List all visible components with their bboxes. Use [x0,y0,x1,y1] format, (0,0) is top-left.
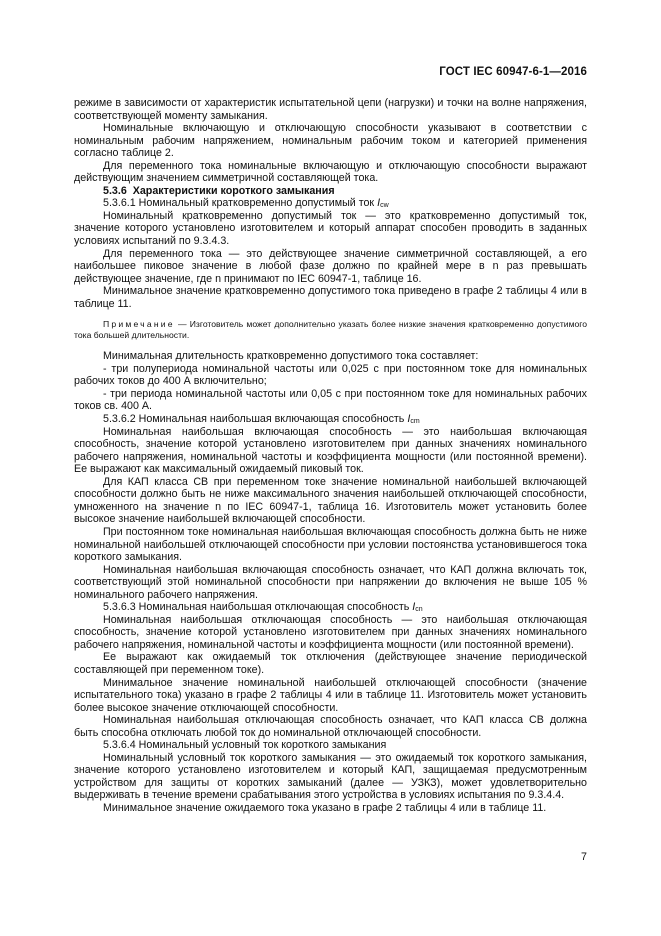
symbol-subscript: cn [415,606,423,614]
symbol-subscript: cm [410,418,420,426]
paragraph: Номинальная наибольшая включающая способность — это наибольшая включающая способность, значение которой установлено изготовителем при данных значениях номинального рабочего напряжения, номинальной частоты и коэффициента мощности (или постоянной времени). Ее выражают как максимальный ожидаемый пиковый ток. [74,425,587,476]
list-item: - три периода номинальной частоты или 0,05 с при постоянном токе для номинальных рабочих токов св. 400 А. [74,387,587,413]
paragraph: Минимальное значение ожидаемого тока указано в графе 2 таблицы 4 или в таблице 11. [103,801,547,814]
subsection-title: 5.3.6.3 Номинальная наибольшая отключающая способность [103,601,413,614]
paragraph: Минимальное значение кратковременно допустимого тока приведено в графе 2 таблицы 4 или в таблице 11. [74,285,587,310]
subsection-heading-5-3-6-3 [74,601,587,614]
subsection-title: 5.3.6.2 Номинальная наибольшая включающая способность [103,413,408,426]
note-text: — Изготовитель может дополнительно указать более низкие значения кратковременно допустимого тока большей длительности. [74,319,587,341]
paragraph: Для переменного тока номинальные включающую и отключающую способности выражают действующим значением симметричной составляющей тока. [74,159,587,185]
note-label: Примечание [103,319,175,330]
paragraph: Для переменного тока — это действующее значение симметричной составляющей, а его наибольшее пиковое значение в любой фазе должно по крайней мере в n раз превышать действующее значение, где n принимают по IEC 60947-1, таблице 16. [74,247,587,285]
paragraph: При постоянном токе номинальная наибольшая включающая способность должна быть не ниже номинальной наибольшей отключающей способности при условии постоянства установившегося тока короткого замыкания. [74,525,587,564]
paragraph: Номинальные включающую и отключающую способности указывают в соответствии с номинальным рабочим напряжением, номинальным рабочим током и категорией применения согласно таблице 2. [74,122,587,160]
paragraph: Минимальная длительность кратковременно допустимого тока составляет: [103,350,479,363]
symbol-i: I [407,413,411,426]
paragraph: режиме в зависимости от характеристик испытательной цепи (нагрузки) и точки на волне напряжения, соответствующей моменту замыкания. [74,97,587,122]
subsection-heading-5-3-6-4: 5.3.6.4 Номинальный условный ток короткого замыкания [103,739,387,752]
subsection-title: 5.3.6.1 Номинальный кратковременно допустимый ток [103,197,378,210]
symbol-i: I [377,197,381,210]
paragraph: Номинальная наибольшая отключающая способность означает, что КАП класса СВ должна быть способна отключать любой ток до номинальной отключающей способности. [74,714,587,739]
standard-designation: ГОСТ IEC 60947-6-1—2016 [439,66,587,78]
symbol-subscript: cw [380,202,389,210]
note [74,319,587,341]
subsection-heading-5-3-6-2 [74,413,587,426]
paragraph: Номинальный условный ток короткого замыкания — это ожидаемый ток короткого замыкания, значение которого установлено изготовителем и который КАП, защищаемая предусмотренным устройством для защиты от коротких замыканий (далее — УЗКЗ), может удовлетворительно выдерживать в течение времени срабатывания этого устройства в условиях испытания по 9.3.4.4. [74,751,587,802]
paragraph: Номинальная наибольшая отключающая способность — это наибольшая отключающая способность, значение которой установлено изготовителем при данных значениях номинального рабочего напряжения, номинальной частоты и коэффициента мощности (или постоянной времени). [74,613,587,651]
subsection-heading-5-3-6-1 [74,197,587,210]
symbol-i: I [412,601,416,614]
section-number: 5.3.6 [103,184,127,197]
section-heading-5-3-6 [74,185,587,198]
paragraph: Номинальная наибольшая включающая способность означает, что КАП должна включать ток, соответствующий этой номинальной способности при напряжении до включения не выше 105 % номинального рабочего напряжения. [74,563,587,601]
section-title: Характеристики короткого замыкания [132,184,335,197]
page-number: 7 [581,851,587,863]
paragraph: Для КАП класса СВ при переменном токе значение номинальной наибольшей включающей способности должно быть не ниже максимального значения наибольшей отключающей способности, умноженного на значение n по IEC 60947-1, таблица 16. Изготовитель может установить более высокое значение наибольшей включающей способности. [74,475,587,526]
list-item: - три полупериода номинальной частоты или 0,025 с при постоянном токе для номинальных рабочих токов до 400 А включительно; [74,362,587,388]
paragraph: Номинальный кратковременно допустимый ток — это кратковременно допустимый ток, значение которого установлено изготовителем и который аппарат способен проводить в заданных условиях испытаний по 9.3.4.3. [74,209,587,248]
paragraph: Минимальное значение номинальной наибольшей отключающей способности (значение испытательного тока) указано в графе 2 таблицы 4 или в таблице 11. Изготовитель может установить более высокое значение отключающей способности. [74,676,587,714]
paragraph: Ее выражают как ожидаемый ток отключения (действующее значение периодической составляющей при переменном токе). [74,651,587,676]
document-body [74,97,587,815]
